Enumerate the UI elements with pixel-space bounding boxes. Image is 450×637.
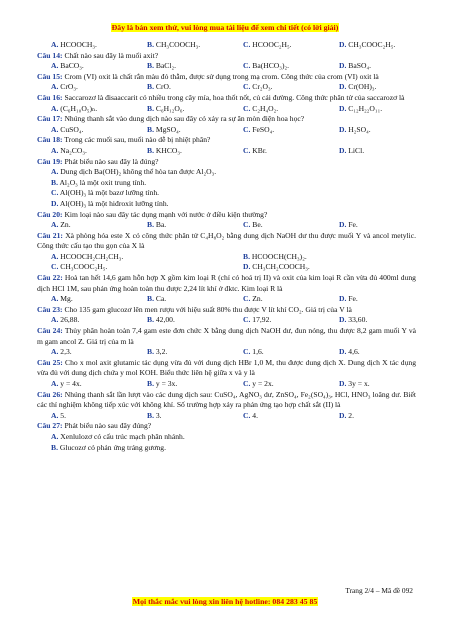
answer-text: CH₃COOC₂H₅. [348,40,396,49]
answer-option [51,61,147,72]
answer-letter: D. [339,220,347,230]
answer-letter: D. [339,145,347,155]
question-text: Trong các muối sau, muối nào dễ bị nhiệt phân? [64,135,211,145]
question [37,72,416,83]
question-text: Saccarozơ là đisaaccarit có nhiều trong cây mía, hoa thốt nốt, củ cải đường. Công thức phân tử của saccarozơ là [64,92,405,102]
answer-letter: B. [147,315,154,325]
answer-option [147,146,243,157]
answer-option [243,347,339,358]
answer-option [243,220,339,231]
answer-option [339,82,416,93]
answer-letter: D. [339,124,347,134]
answer-letter: A. [51,145,59,155]
answer-letter: C. [243,103,251,113]
answer-letter: B. [147,379,154,388]
answer-option [339,146,416,157]
answer-letter: D. [339,61,347,71]
answer-option [147,104,243,115]
page-label: Trang 2/4 – Mã đề 092 [345,586,413,595]
answer-text: Dung dịch Ba(OH)₂ không thể hòa tan được Al₂O₃. [60,167,217,177]
question [37,326,416,347]
question [37,93,416,104]
answer-text: CrO. [155,82,171,92]
answer-row [37,104,416,115]
answer-option [339,294,416,305]
question-label: Câu 27: [37,421,63,431]
question [37,273,416,294]
answer-letter: B. [147,347,154,357]
answer-option [51,379,147,390]
answer-letter: D. [339,103,347,113]
answer-text: CH₃COOCH₃. [155,40,201,49]
answer-letter: C. [243,145,251,155]
answer-letter: B. [147,124,154,134]
answer-option [37,178,416,189]
answer-letter: B. [147,103,154,113]
question-text: Cho 135 gam glucozơ lên men rượu với hiệu suất 80% thu được V lít khí CO₂. Giá trị của V là [64,304,352,314]
answer-row [37,125,416,136]
answer-letter: B. [147,410,154,420]
answer-option [243,315,339,326]
question-text: Chất nào sau đây là muối axit? [64,50,159,60]
answer-option [51,146,147,157]
question-label: Câu 23: [37,304,63,314]
answer-option [243,411,339,422]
answer-option [243,146,339,157]
hotline-footer [0,597,450,606]
answer-option [37,167,416,178]
question-label: Câu 25: [37,357,63,367]
question-label: Câu 20: [37,209,63,219]
answer-row [37,40,416,51]
question-label: Câu 15: [37,71,63,81]
answer-text: Al(OH)₃ là một hiđroxit lưỡng tính. [59,198,169,208]
answer-option [147,315,243,326]
answer-row [37,294,416,305]
answer-letter: D. [51,198,59,208]
question-text: Thủy phân hoàn toàn 7,4 gam este đơn chức X bằng dung dịch NaOH dư, đun nóng, thu được 8,2 gam muối Y và m gam ancol Z. Giá trị của m là [37,326,417,346]
answer-text: Zn. [60,220,71,230]
answer-option [51,315,147,326]
answer-option [339,347,416,358]
answer-letter: C. [243,347,251,357]
answer-option [147,220,243,231]
answer-option [243,379,339,390]
answer-letter: A. [51,40,59,49]
answer-letter: A. [51,167,59,177]
answer-option [243,262,416,273]
question-text: Nhúng thanh sắt vào dung dịch nào sau đây có xảy ra sự ăn mòn điện hoa học? [64,114,305,124]
question-label: Câu 17: [37,114,63,124]
question [37,421,416,432]
answer-option [51,40,147,51]
answer-letter: B. [147,145,154,155]
answer-text: Mg. [60,294,73,304]
answer-option [243,252,416,263]
question-label: Câu 16: [37,92,63,102]
answer-row [37,315,416,326]
question-text: Nhúng thanh sắt lần lượt vào các dung dịch sau: CuSO₄, AgNO₃ dư, ZnSO₄, Fe₂(SO₄)₃, HCl, HNO₃ loãng dư. Biết các thí nghiệm không tiếp xúc với không khí. Số trường hợp xảy ra phản ứng tạo hợp chất sắt (II) là [37,389,416,410]
answer-text: Ba. [155,220,167,230]
answer-letter: B. [147,294,154,304]
answer-letter: C. [243,410,251,420]
answer-text: HCOOCH(CH₃)₂. [251,251,307,261]
preview-banner-text: Đây là bản xem thử, vui lòng mua tài liệu để xem chi tiết (có lời giải) [111,23,339,32]
answer-letter: C. [243,40,251,49]
answer-option [51,347,147,358]
answer-text: 2,3. [60,347,72,357]
answer-text: LiCl. [348,145,365,155]
preview-banner [0,23,450,32]
answer-text: 4,6. [348,347,360,357]
question-text: Phát biểu nào sau đây đúng? [64,421,152,431]
answer-text: 4. [252,410,258,420]
answer-letter: B. [51,442,58,452]
answer-row [37,411,416,422]
answer-text: 42,00. [155,315,175,325]
answer-text: y = 3x. [155,379,178,388]
answer-option [147,61,243,72]
answer-text: H₂SO₄. [348,124,371,134]
question-text: Phát biểu nào sau đây là đúng? [64,156,159,166]
hotline-footer-text: Mọi thắc mắc vui lòng xin liên hệ hotline: 084 283 45 85 [132,597,318,606]
answer-text: CuSO₄. [60,124,84,134]
answer-option [37,199,416,210]
question-label: Câu 14: [37,50,63,60]
question-label: Câu 18: [37,135,63,145]
answer-letter: C. [243,379,251,388]
answer-text: Fe. [348,294,358,304]
answer-letter: C. [243,82,251,92]
answer-option [37,188,416,199]
answer-option [243,294,339,305]
question [37,305,416,316]
answer-option [147,294,243,305]
answer-letter: A. [51,294,59,304]
answer-option [51,104,147,115]
answer-letter: D. [339,347,347,357]
answer-letter: B. [51,177,58,187]
answer-row [37,379,416,390]
answer-text: 3y = x. [348,379,370,388]
answer-text: 2. [348,410,354,420]
question-label: Câu 22: [37,273,63,283]
answer-text: 1,6. [252,347,264,357]
answer-option [147,347,243,358]
question-text: Kim loại nào sau đây tác dụng mạnh với nước ở điều kiện thường? [64,209,268,219]
answer-letter: A. [51,431,59,441]
answer-row [37,252,416,263]
answer-option [147,125,243,136]
answer-letter: A. [51,315,59,325]
answer-letter: A. [51,220,59,230]
answer-text: (C₆H₁₀O₅)ₙ. [60,103,98,113]
answer-row [37,262,416,273]
answer-option [51,125,147,136]
answer-option [339,104,416,115]
answer-text: CH₃COOC₂H₅. [60,262,108,272]
answer-text: HCOOCH₃. [60,40,97,49]
answer-row [37,347,416,358]
answer-option [51,220,147,231]
answer-letter: C. [243,61,251,71]
answer-option [51,294,147,305]
question-label: Câu 24: [37,326,63,336]
answer-letter: D. [339,294,347,304]
answer-text: C₁₂H₂₂O₁₁. [348,103,383,113]
answer-option [147,82,243,93]
question [37,358,416,379]
answer-letter: A. [51,251,59,261]
answer-letter: C. [51,262,59,272]
answer-letter: D. [339,315,347,325]
answer-text: CrO₃. [60,82,78,92]
answer-text: C₂H₄O₂. [252,103,279,113]
answer-option [51,252,243,263]
answer-letter: D. [243,262,251,272]
answer-option [51,262,243,273]
answer-row [37,61,416,72]
answer-text: Al₂O₃ là một oxit trung tính. [59,177,147,187]
answer-text: FeSO₄. [252,124,275,134]
answer-text: Ca. [155,294,167,304]
answer-letter: B. [243,251,250,261]
answer-option [243,40,339,51]
answer-option [243,104,339,115]
answer-text: y = 2x. [252,379,274,388]
answer-row [37,146,416,157]
document-body [37,40,416,453]
answer-text: 33,60. [348,315,368,325]
answer-letter: C. [243,220,251,230]
question [37,390,416,411]
answer-letter: C. [243,294,251,304]
answer-option [37,432,416,443]
answer-text: Ba(HCO₃)₂. [252,61,290,71]
answer-letter: A. [51,82,59,92]
question-text: Hoà tan hết 14,6 gam hỗn hợp X gồm kim loại R (chỉ có hoá trị II) và oxit của kim loại R cần vừa đủ 400ml dung dịch HCl 1M, sau phản ứng hoàn toàn thu được 2,24 lít khí ở đktc. Kim loại R là [37,273,416,293]
answer-option [51,411,147,422]
question [37,114,416,125]
answer-text: y = 4x. [60,379,82,388]
answer-option [339,61,416,72]
answer-letter: A. [51,379,59,388]
answer-letter: B. [147,40,154,49]
answer-text: MgSO₄. [155,124,181,134]
answer-option [339,220,416,231]
answer-row [37,82,416,93]
answer-option [339,315,416,326]
answer-option [339,40,416,51]
answer-text: Glucozơ có phản ứng tráng gương. [59,442,166,452]
answer-letter: A. [51,410,59,420]
answer-option [243,125,339,136]
answer-text: Zn. [252,294,263,304]
answer-row [37,220,416,231]
question-text: Crom (VI) oxit là chất rắn màu đỏ thẫm, được sử dụng trong mạ crom. Công thức của crom (VI) oxit là [64,71,379,81]
answer-text: C₆H₁₂O₆. [155,103,185,113]
answer-letter: D. [339,82,347,92]
answer-text: 3,2. [155,347,168,357]
answer-text: 17,92. [252,315,272,325]
question [37,135,416,146]
answer-text: BaSO₄. [348,61,371,71]
answer-text: Xenlulozơ có cấu trúc mạch phân nhánh. [60,431,185,441]
answer-letter: A. [51,124,59,134]
question [37,157,416,168]
question-text: Cho x mol axit glutamic tác dụng vừa đủ với dung dịch HBr 1,0 M, thu được dung dịch X. Dung dịch X tác dụng vừa đủ với dung dịch chứa y mol KOH. Biểu thức liên hệ giữa x và y là [37,357,416,378]
answer-option [51,82,147,93]
answer-text: 5. [60,410,66,420]
answer-option [339,411,416,422]
answer-option [243,82,339,93]
question [37,51,416,62]
answer-text: BaCl₂. [155,61,177,71]
answer-letter: C. [243,124,251,134]
answer-letter: D. [339,410,347,420]
question [37,210,416,221]
answer-text: Fe. [348,220,358,230]
answer-option [339,379,416,390]
answer-text: BaCO₃. [60,61,84,71]
answer-letter: B. [147,220,154,230]
answer-letter: C. [243,315,251,325]
answer-text: 3. [155,410,162,420]
answer-text: 26,88. [60,315,80,325]
answer-letter: B. [147,82,154,92]
question-text: Xà phòng hóa este X có công thức phân tử C₄H₈O₂ bằng dung dịch NaOH dư thu được muối Y và ancol metylic. Công thức cấu tạo thu gọn của X là [37,230,417,251]
answer-text: KHCO₃. [155,145,182,155]
answer-letter: D. [339,40,347,49]
answer-option [243,61,339,72]
answer-text: HCOOC₂H₅. [252,40,292,49]
answer-letter: C. [51,188,59,198]
question [37,231,416,252]
answer-option [147,411,243,422]
answer-option [147,40,243,51]
answer-text: Al(OH)₃ là một bazơ lưỡng tính. [59,188,160,198]
answer-text: CH₃CH₂COOCH₃. [252,262,310,272]
question-label: Câu 26: [37,389,63,399]
question-label: Câu 21: [37,230,63,240]
answer-letter: D. [339,379,347,388]
answer-letter: A. [51,61,59,71]
answer-text: Be. [252,220,263,230]
answer-text: Cr(OH)₃. [348,82,377,92]
answer-text: HCOOCH₂CH₂CH₃. [60,251,124,261]
question-label: Câu 19: [37,156,63,166]
answer-letter: A. [51,103,59,113]
answer-text: KBr. [252,145,267,155]
answer-text: Na₂CO₃. [60,145,87,155]
answer-option [37,443,416,454]
answer-letter: A. [51,347,59,357]
answer-letter: B. [147,61,154,71]
answer-text: Cr₂O₃. [252,82,273,92]
answer-option [147,379,243,390]
answer-option [339,125,416,136]
